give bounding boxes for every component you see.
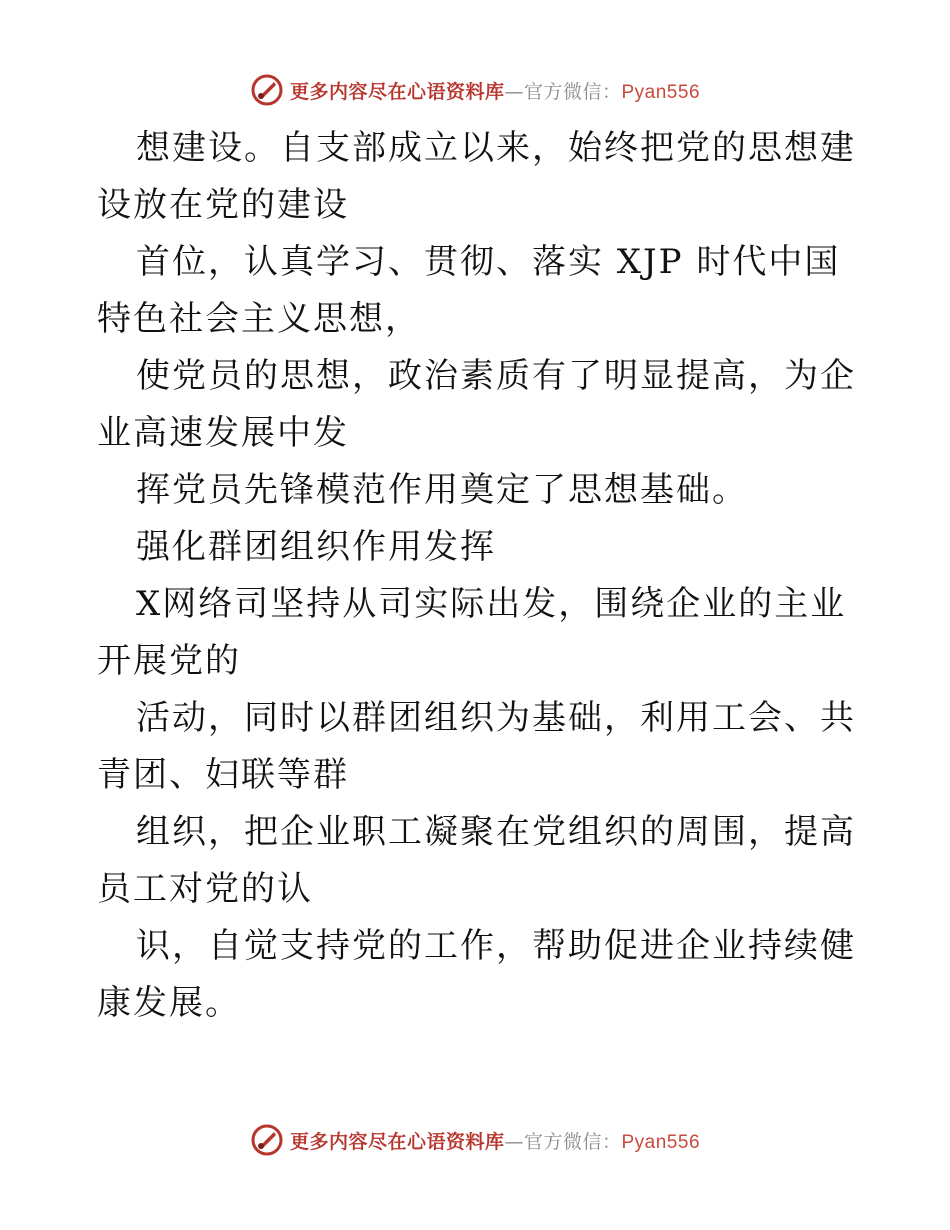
paragraph: 识，自觉支持党的工作，帮助促进企业持续健康发展。 (97, 926, 856, 1023)
header-banner-text (290, 77, 700, 104)
header-banner-wechat-label: 官方微信： (523, 80, 622, 103)
paragraph: 首位，认真学习、贯彻、落实 XJP 时代中国特色社会主义思想， (97, 242, 841, 339)
paragraph: 使党员的思想，政治素质有了明显提高，为企业高速发展中发 (97, 356, 856, 453)
header-banner-main: 更多内容尽在心语资料库 (289, 80, 505, 103)
paragraph: 活动，同时以群团组织为基础，利用工会、共青团、妇联等群 (97, 698, 856, 795)
document-body (97, 120, 857, 1032)
paragraph: 想建设。自支部成立以来，始终把党的思想建设放在党的建设 (97, 128, 856, 225)
footer-banner-wechat-label: 官方微信： (523, 1130, 622, 1153)
footer-banner-handle: Pyan556 (621, 1131, 701, 1153)
paragraph: X网络司坚持从司实际出发，围绕企业的主业开展党的 (97, 584, 847, 681)
footer-banner-dash: — (504, 1130, 524, 1153)
quill-logo-icon (250, 73, 284, 107)
paragraph: 挥党员先锋模范作用奠定了思想基础。 (136, 470, 748, 510)
header-banner (0, 70, 950, 110)
footer-banner-main: 更多内容尽在心语资料库 (289, 1130, 505, 1153)
quill-logo-icon (250, 1123, 284, 1157)
footer-banner (0, 1120, 950, 1160)
header-banner-dash: — (504, 80, 524, 103)
header-banner-handle: Pyan556 (621, 81, 701, 103)
footer-banner-text (290, 1127, 700, 1154)
section-heading: 强化群团组织作用发挥 (136, 527, 496, 567)
paragraph: 组织，把企业职工凝聚在党组织的周围，提高员工对党的认 (97, 812, 856, 909)
